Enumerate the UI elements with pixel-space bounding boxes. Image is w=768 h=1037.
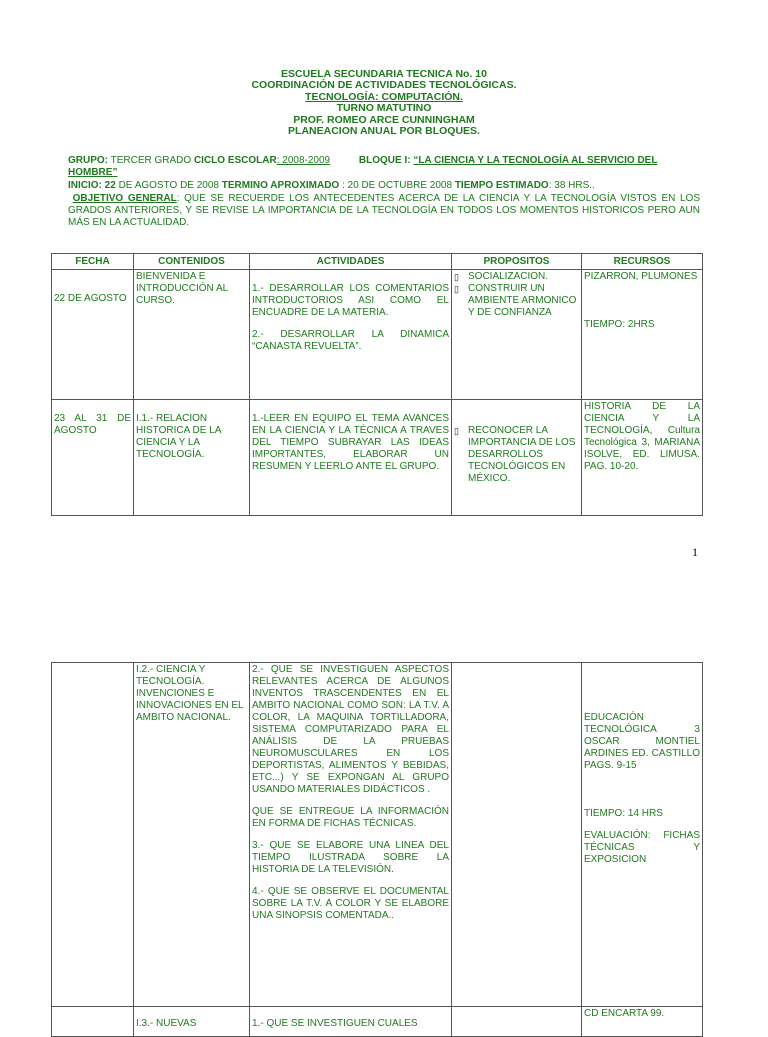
table-row xyxy=(52,663,703,1007)
actividades-cell xyxy=(250,1007,452,1037)
table-row xyxy=(52,1007,703,1037)
table-header-row xyxy=(52,254,703,270)
recurso-text: EVALUACIÓN: FICHAS TÉCNICAS Y EXPOSICION xyxy=(584,830,700,865)
recurso-text: TIEMPO: 14 HRS xyxy=(584,808,663,819)
header-recursos: RECURSOS xyxy=(582,254,703,270)
dates-line xyxy=(68,180,700,192)
recursos-cell xyxy=(582,270,703,400)
contenidos-cell xyxy=(134,1007,250,1037)
fecha-cell xyxy=(52,1007,134,1037)
header-actividades: ACTIVIDADES xyxy=(250,254,452,270)
recurso-text: EDUCACIÓN TECNOLÓGICA 3 OSCAR MONTIEL ARDINES ED. CASTILLO PAGS. 9-15 xyxy=(584,712,700,771)
actividad-text: 1.- QUE SE INVESTIGUEN CUALES xyxy=(252,1018,418,1029)
header-propositos: PROPOSITOS xyxy=(452,254,582,270)
bloque-label: BLOQUE I: xyxy=(358,155,411,166)
bloque-value: “LA CIENCIA Y LA TECNOLOGÍA AL SERVICIO DEL HOMBRE” xyxy=(68,155,658,178)
fecha-cell xyxy=(52,400,134,516)
actividad-text: 3.- QUE SE ELABORE UNA LINEA DEL TIEMPO ILUSTRADA SOBRE LA HISTORIA DE LA TELEVISIÓN. xyxy=(252,840,449,875)
checkbox-icon: ▯ xyxy=(454,284,459,294)
actividades-cell xyxy=(250,400,452,516)
contenidos-text: I.3.- NUEVAS xyxy=(136,1018,197,1029)
termino-label: TERMINO APROXIMADO xyxy=(221,180,340,191)
school-name: ESCUELA SECUNDARIA TECNICA No. 10 xyxy=(281,68,487,80)
fecha-text: 23 AL 31 DE AGOSTO xyxy=(54,413,131,436)
checkbox-icon: ▯ xyxy=(454,426,459,436)
checkbox-icon: ▯ xyxy=(454,272,459,282)
fecha-text: 22 DE AGOSTO xyxy=(54,293,127,304)
subject-line: TECNOLOGÍA: COMPUTACIÓN. xyxy=(305,90,463,103)
bullet-item xyxy=(454,271,579,283)
bullet-item xyxy=(454,425,579,485)
contenidos-text: I.2.- CIENCIA Y TECNOLOGÍA. INVENCIONES E INNOVACIONES EN EL AMBITO NACIONAL. xyxy=(136,664,244,723)
tiempo-label: TIEMPO ESTIMADO xyxy=(454,180,549,191)
recursos-cell xyxy=(582,663,703,1007)
grupo-label: GRUPO: xyxy=(68,155,108,166)
document-header xyxy=(0,69,768,137)
teacher-line: PROF. ROMEO ARCE CUNNINGHAM xyxy=(293,113,475,126)
propositos-cell xyxy=(452,270,582,400)
plan-title: PLANEACION ANUAL POR BLOQUES. xyxy=(288,125,480,138)
actividad-text: 2.- QUE SE INVESTIGUEN ASPECTOS RELEVANTES ACERCA DE ALGUNOS INVENTOS TRASCENDENTES EN EL AMBITO NACIONAL COMO SON: LA T.V. A COLOR, LA MAQUINA TORTILLADORA, SISTEMA COMPUTARIZADO PARA EL ANÁLISIS DE LA PRUEBAS NEUROMUSCULARES EN LOS DEPORTISTAS, ALIMENTOS Y BEBIDAS, ETC...) Y SE EXPONGAN AL GRUPO USANDO MATERIALES DIDÁCTICOS . xyxy=(252,664,449,795)
contenidos-text: I.1.- RELACION HISTORICA DE LA CIENCIA Y LA TECNOLOGÍA. xyxy=(136,413,221,460)
plan-table-2 xyxy=(51,662,703,1037)
proposito-text: CONSTRUIR UN AMBIENTE ARMONICO Y DE CONFIANZA xyxy=(468,283,577,318)
actividad-text: 1.- DESARROLLAR LOS COMENTARIOS INTRODUCTORIOS ASI COMO EL ENCUADRE DE LA MATERIA. xyxy=(252,283,449,318)
actividad-text: 2.- DESARROLLAR LA DINAMICA “CANASTA REVUELTA”. xyxy=(252,329,449,352)
inicio-label: INICIO: 22 xyxy=(68,180,116,191)
recurso-text: PIZARRON, PLUMONES xyxy=(584,271,698,282)
grupo-value: TERCER GRADO xyxy=(108,155,194,166)
actividad-text: 4.- QUE SE OBSERVE EL DOCUMENTAL SOBRE LA T.V. A COLOR Y SE ELABORE UNA SINOPSIS COMENTADA.. xyxy=(252,886,449,921)
bullet-item xyxy=(454,283,579,319)
objetivo-value: : QUE SE RECUERDE LOS ANTECEDENTES ACERCA DE LA CIENCIA Y LA TECNOLOGÍA VISTOS EN LOS GRADOS ANTERIORES, Y SE REVISE LA IMPORTANCIA DE LA TECNOLOGÍA EN TODOS LOS MOMENTOS HISTORICOS PERO AUN MÁS EN LA ACTUALIDAD. xyxy=(68,193,700,228)
table-row xyxy=(52,400,703,516)
recursos-cell xyxy=(582,400,703,516)
contenidos-text: BIENVENIDA E INTRODUCCIÓN AL CURSO. xyxy=(136,271,228,306)
actividad-text: QUE SE ENTREGUE LA INFORMACIÓN EN FORMA DE FICHAS TÉCNICAS. xyxy=(252,806,449,829)
ciclo-label: CICLO ESCOLAR xyxy=(193,155,277,166)
actividades-cell xyxy=(250,270,452,400)
tiempo-value: : 38 HRS.. xyxy=(548,180,595,191)
contenidos-cell xyxy=(134,663,250,1007)
fecha-cell xyxy=(52,663,134,1007)
proposito-text: RECONOCER LA IMPORTANCIA DE LOS DESARROLLOS TECNOLÓGICOS EN MÉXICO. xyxy=(468,425,576,484)
shift-line: TURNO MATUTINO xyxy=(336,102,432,115)
propositos-cell xyxy=(452,663,582,1007)
header-fecha: FECHA xyxy=(52,254,134,270)
group-line xyxy=(68,155,700,179)
recurso-text: HISTORIA DE LA CIENCIA Y LA TECNOLOGÍA, Cultura Tecnológica 3, MARIANA ISOLVE, ED. LIMUSA. PAG. 10-20. xyxy=(584,401,700,472)
termino-value: : 20 DE OCTUBRE 2008 xyxy=(339,180,455,191)
plan-table-1 xyxy=(51,253,703,516)
ciclo-value: : 2008-2009 xyxy=(276,155,331,166)
contenidos-cell xyxy=(134,400,250,516)
table-row xyxy=(52,270,703,400)
recursos-cell xyxy=(582,1007,703,1037)
fecha-cell xyxy=(52,270,134,400)
actividad-text: 1.-LEER EN EQUIPO EL TEMA AVANCES EN LA CIENCIA Y LA TÉCNICA A TRAVES DEL TIEMPO SUBRAYAR LAS IDEAS IMPORTANTES, ELABORAR UN RESUMEN Y LEERLO ANTE EL GRUPO. xyxy=(252,413,449,472)
proposito-text: SOCIALIZACION. xyxy=(468,271,549,282)
objective-paragraph xyxy=(68,193,700,229)
coordination-line: COORDINACIÓN DE ACTIVIDADES TECNOLÓGICAS. xyxy=(251,79,517,92)
recurso-text: TIEMPO: 2HRS xyxy=(584,319,655,330)
recurso-text: CD ENCARTA 99. xyxy=(584,1008,665,1019)
propositos-cell xyxy=(452,1007,582,1037)
actividades-cell xyxy=(250,663,452,1007)
propositos-cell xyxy=(452,400,582,516)
page-number: 1 xyxy=(692,545,698,559)
header-contenidos: CONTENIDOS xyxy=(134,254,250,270)
contenidos-cell xyxy=(134,270,250,400)
inicio-value: DE AGOSTO DE 2008 xyxy=(115,180,222,191)
objetivo-label: OBJETIVO GENERAL xyxy=(72,193,177,204)
